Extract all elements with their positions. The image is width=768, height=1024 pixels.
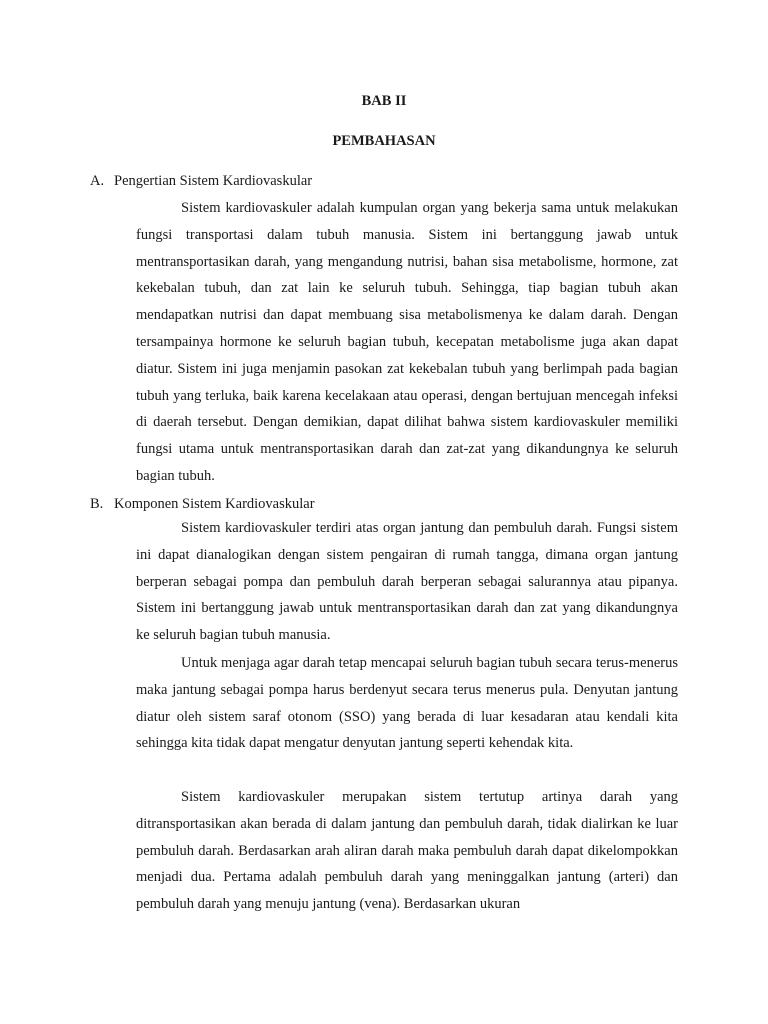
chapter-title: PEMBAHASAN [332,133,436,149]
section-a-heading [90,172,312,190]
section-b-title: Komponen Sistem Kardiovaskular [114,496,315,512]
section-b-letter: B. [90,496,104,512]
section-a-letter: A. [90,173,105,189]
section-a-title: Pengertian Sistem Kardiovaskular [114,173,313,189]
section-b-paragraph-1: Sistem kardiovaskuler terdiri atas organ jantung dan pembuluh darah. Fungsi sistem ini dapat dianalogikan dengan sistem pengairan di rumah tangga, dimana organ jantung berperan sebagai pompa dan pembuluh darah berperan sebagai salurannya atau pipanya. Sistem ini bertanggung jawab untuk mentransportasikan darah dan zat yang dikandungnya ke seluruh bagian tubuh manusia. [136,520,678,644]
section-a-paragraph-1: Sistem kardiovaskuler adalah kumpulan organ yang bekerja sama untuk melakukan fungsi transportasi dalam tubuh manusia. Sistem ini bertanggung jawab untuk mentransportasikan darah, yang mengandung nutrisi, bahan sisa metabolisme, hormone, zat kekebalan tubuh, dan zat lain ke seluruh tubuh. Sehingga, tiap bagian tubuh akan mendapatkan nutrisi dan dapat membuang sisa metabolismenya ke dalam darah. Dengan tersampainya hormone ke seluruh bagian tubuh, kecepatan metabolisme juga akan dapat diatur. Sistem ini juga menjamin pasokan zat kekebalan tubuh yang berlimpah pada bagian tubuh yang terluka, baik karena kecelakaan atau operasi, dengan bertujuan mencegah infeksi di daerah tersebut. Dengan demikian, dapat dilihat bahwa sistem kardiovaskuler memiliki fungsi utama untuk mentransportasikan darah dan zat-zat yang dikandungnya ke seluruh bagian tubuh. [136,200,678,484]
section-b-heading [90,495,315,513]
section-b-paragraph-2: Untuk menjaga agar darah tetap mencapai seluruh bagian tubuh secara terus-menerus maka jantung sebagai pompa harus berdenyut secara terus menerus pula. Denyutan jantung diatur oleh sistem saraf otonom (SSO) yang berada di luar kesadaran atau kendali kita sehingga kita tidak dapat mengatur denyutan jantung seperti kehendak kita. [136,655,678,752]
chapter-number: BAB II [361,93,407,109]
section-b-paragraph-3: Sistem kardiovaskuler merupakan sistem tertutup artinya darah yang ditransportasikan akan berada di dalam jantung dan pembuluh darah, tidak dialirkan ke luar pembuluh darah. Berdasarkan arah aliran darah maka pembuluh darah dapat dikelompokkan menjadi dua. Pertama adalah pembuluh darah yang meninggalkan jantung (arteri) dan pembuluh darah yang menuju jantung (vena). Berdasarkan ukuran [136,789,678,913]
